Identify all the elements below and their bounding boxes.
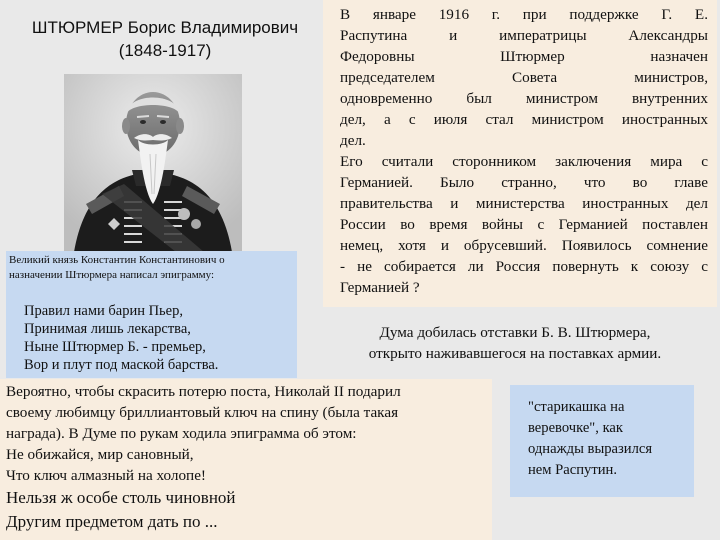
quote-line: "старикашка на: [528, 399, 625, 415]
main-line: правительства и министерства иностранных дел: [340, 195, 708, 212]
caption-line: Великий князь Константин Константинович о: [9, 254, 225, 266]
poem-line: Ныне Штюрмер Б. - премьер,: [24, 339, 206, 355]
bottom-text: [6, 381, 491, 534]
quote-text: [528, 397, 688, 481]
main-line: немец, хотя и обрусевший. Появилось сомнение: [340, 237, 708, 254]
main-line: Его считали сторонником заключения мира с: [340, 153, 708, 170]
bottom-line: Что ключ алмазный на холопе!: [6, 467, 206, 484]
epigram-poem: [24, 302, 294, 374]
epigram-caption: [9, 253, 294, 283]
duma-text: [330, 322, 700, 364]
bottom-big-line: Другим предметом дать по ...: [6, 512, 218, 531]
bottom-line: своему любимцу бриллиантовый ключ на спину (была такая: [6, 404, 399, 421]
title-years: (1848-1917): [118, 41, 212, 60]
main-line: дел, а с июля стал министром иностранных: [340, 111, 708, 128]
main-line: одновременно был министром внутренних: [340, 90, 708, 107]
main-line: дел.: [340, 132, 366, 149]
poem-line: Принимая лишь лекарства,: [24, 321, 191, 337]
main-line: Германией. Было странно, что во главе: [340, 174, 708, 191]
poem-line: Правил нами барин Пьер,: [24, 303, 183, 319]
bottom-line: награда). В Думе по рукам ходила эпиграмма об этом:: [6, 425, 357, 442]
quote-line: однажды выразился: [528, 441, 653, 457]
main-line: В январе 1916 г. при поддержке Г. Е.: [340, 6, 708, 23]
page-title: [0, 16, 330, 62]
quote-line: нем Распутин.: [528, 462, 617, 478]
duma-line: Дума добилась отставки Б. В. Штюрмера,: [379, 324, 651, 341]
caption-line: назначении Штюрмера написал эпиграмму:: [9, 269, 215, 281]
main-line: Распутина и императрицы Александры: [340, 27, 708, 44]
quote-line: веревочке", как: [528, 420, 624, 436]
main-line: - не собирается ли Россия повернуть к союзу с: [340, 258, 708, 275]
bottom-big-line: Нельзя ж особе столь чиновной: [6, 488, 236, 507]
duma-line: открыто наживавшегося на поставках армии.: [368, 345, 662, 362]
main-line: председателем Совета министров,: [340, 69, 708, 86]
main-line: России во время войны с Германией поставлен: [340, 216, 708, 233]
portrait-photo: [64, 74, 242, 252]
bottom-line: Не обижайся, мир сановный,: [6, 446, 194, 463]
main-line: Федоровны Штюрмер назначен: [340, 48, 708, 65]
poem-line: Вор и плут под маской барства.: [24, 357, 219, 373]
main-text: [340, 4, 708, 298]
portrait-illustration: [64, 74, 242, 252]
title-name: ШТЮРМЕР Борис Владимирович: [31, 18, 299, 37]
main-line: Германией ?: [340, 279, 420, 296]
bottom-line: Вероятно, чтобы скрасить потерю поста, Николай II подарил: [6, 383, 401, 400]
